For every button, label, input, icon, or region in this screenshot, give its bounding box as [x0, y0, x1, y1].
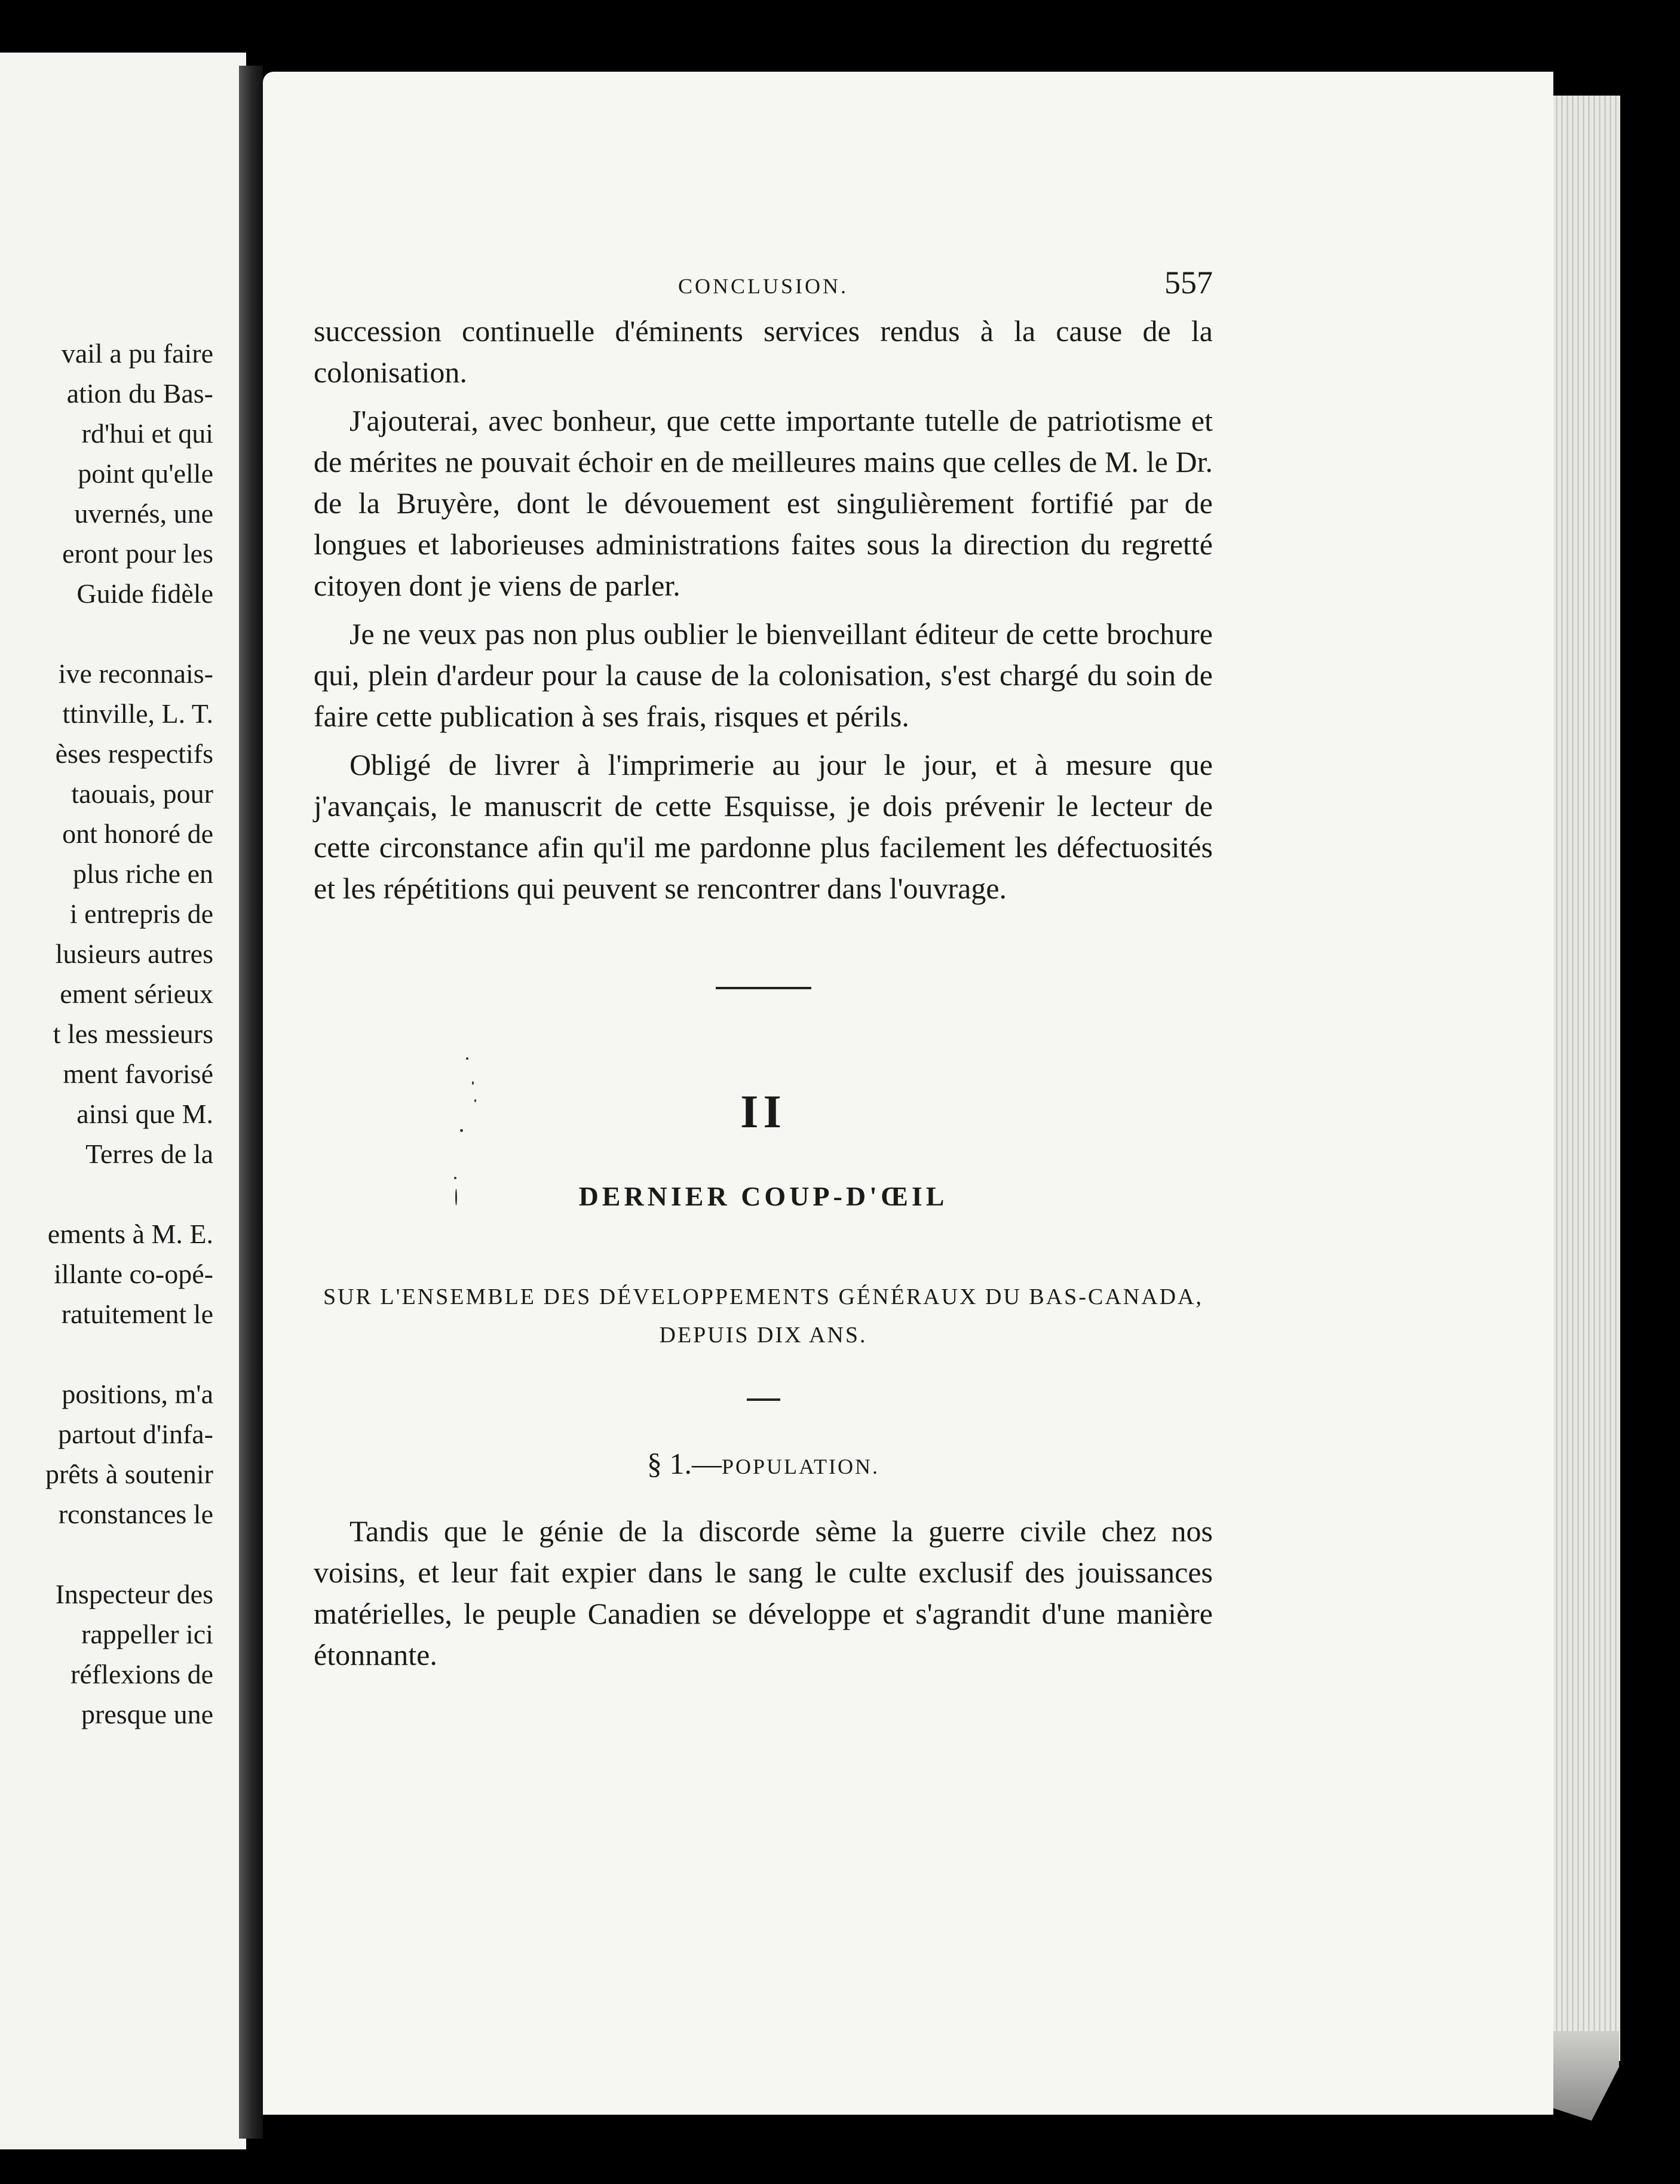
previous-page-line: i entrepris de: [69, 898, 213, 929]
previous-page-line: ements à M. E.: [47, 1219, 213, 1249]
paragraph-editeur: Je ne veux pas non plus oublier le bienveillant éditeur de cette brochure qui, plein d'ardeur pour la cause de la colonisation, s'est chargé du soin de faire cette publication à ses frais, risques et périls.: [314, 617, 1213, 733]
previous-page-text: [0, 333, 213, 1734]
previous-page-line: illante co-opé-: [54, 1259, 213, 1289]
previous-page-line: lusieurs autres: [55, 938, 213, 969]
previous-page-line: plus riche en: [72, 858, 213, 889]
paragraph-tutelle: J'ajouterai, avec bonheur, que cette importante tutelle de patriotisme et de mérites ne pouvait échoir en de meilleures mains que celles de M. le Dr. de la Bruyère, dont le dévouement est singulièrement fortifié par de longues et laborieuses administrations faites sous la direction du regretté citoyen dont je viens de parler.: [314, 404, 1213, 602]
book-gutter: [239, 66, 263, 2139]
section-title: POPULATION.: [721, 1455, 879, 1479]
section-heading: [314, 1446, 1213, 1481]
previous-page-line: point qu'elle: [78, 458, 213, 489]
chapter-subtitle-line-2: DEPUIS DIX ANS.: [659, 1323, 867, 1348]
previous-page-line: taouais, pour: [71, 778, 213, 809]
previous-page-line: t les messieurs: [53, 1019, 213, 1049]
previous-page-line: rconstances le: [58, 1499, 213, 1529]
short-divider: [747, 1398, 780, 1401]
previous-page-line: [0, 1174, 213, 1214]
previous-page-line: èses respectifs: [55, 738, 213, 769]
previous-page: [0, 53, 246, 2149]
previous-page-line: réflexions de: [70, 1659, 213, 1689]
previous-page-line: positions, m'a: [62, 1379, 213, 1409]
previous-page-line: [0, 1334, 213, 1374]
previous-page-line: rd'hui et qui: [81, 418, 213, 449]
previous-page-line: ont honoré de: [62, 818, 213, 849]
previous-page-line: ainsi que M.: [76, 1099, 213, 1129]
chapter-subtitle-line-1: SUR L'ENSEMBLE DES DÉVELOPPEMENTS GÉNÉRAUX DU BAS-CANADA,: [323, 1284, 1204, 1309]
previous-page-line: ement sérieux: [60, 978, 213, 1009]
section-number: § 1.—: [646, 1447, 722, 1480]
previous-page-line: rappeller ici: [81, 1619, 213, 1649]
page-number: 557: [1164, 265, 1213, 300]
chapter-subtitle: [314, 1278, 1213, 1354]
previous-page-line: ive reconnais-: [58, 658, 213, 689]
previous-page-line: ttinville, L. T.: [62, 698, 213, 729]
page-content: [314, 263, 1213, 1676]
previous-page-line: partout d'infa-: [58, 1419, 213, 1449]
previous-page-line: uvernés, une: [74, 498, 213, 529]
running-title: CONCLUSION.: [677, 274, 848, 298]
paragraph-population: Tandis que le génie de la discorde sème la guerre civile chez nos voisins, et leur fait expier dans le sang le culte exclusif des jouissances matérielles, le peuple Canadien se développe et s'agrandit d'une manière étonnante.: [314, 1514, 1213, 1671]
previous-page-line: Terres de la: [85, 1139, 213, 1169]
previous-page-line: [0, 614, 213, 654]
previous-page-line: prêts à soutenir: [45, 1459, 213, 1489]
previous-page-line: ment favorisé: [63, 1059, 213, 1089]
previous-page-line: Inspecteur des: [55, 1579, 213, 1609]
previous-page-line: ratuitement le: [61, 1299, 213, 1329]
previous-page-line: [0, 1534, 213, 1574]
chapter-title: DERNIER COUP-D'ŒIL: [578, 1181, 948, 1211]
section-divider: [716, 987, 811, 989]
previous-page-line: presque une: [81, 1699, 213, 1729]
previous-page-line: Guide fidèle: [76, 578, 213, 609]
previous-page-line: vail a pu faire: [61, 338, 213, 369]
paragraph-continuation: succession continuelle d'éminents services rendus à la cause de la colonisation.: [314, 314, 1213, 389]
running-head: [314, 263, 1213, 311]
paragraph-imprimerie: Obligé de livrer à l'imprimerie au jour le jour, et à mesure que j'avançais, le manuscrit de cette Esquisse, je dois prévenir le lecteur de cette circonstance afin qu'il me pardonne plus facilement les défectuosités et les répétitions qui peuvent se rencontrer dans l'ouvrage.: [314, 748, 1213, 905]
chapter-numeral: II: [740, 1085, 786, 1137]
previous-page-line: ation du Bas-: [66, 378, 213, 409]
previous-page-line: eront pour les: [62, 538, 213, 569]
